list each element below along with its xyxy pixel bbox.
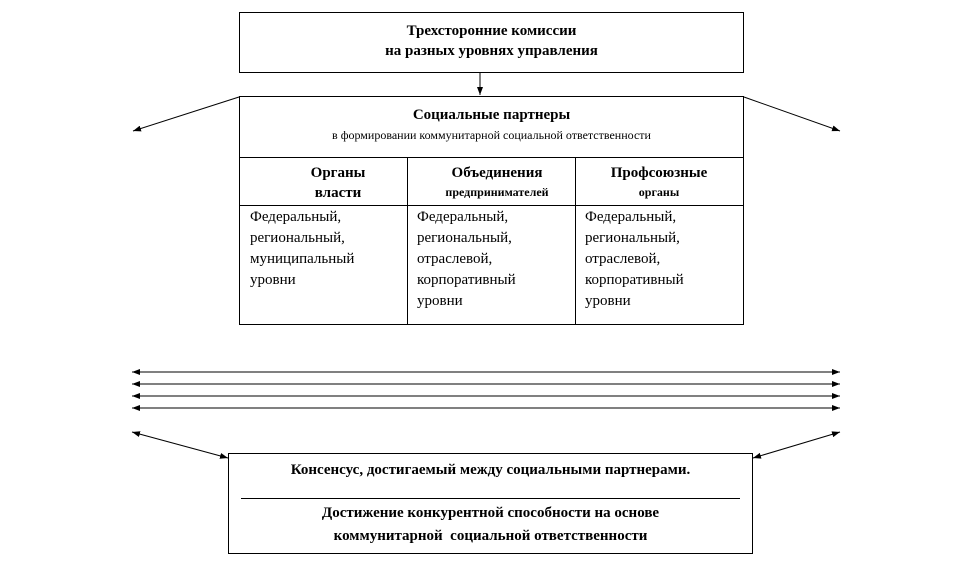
level-item: отраслевой, [585,251,661,267]
level-item: Федеральный, [250,209,342,225]
top-box-line1: Трехсторонние комиссии [406,23,577,39]
achievement-line2: коммунитарной социальной ответственности [333,528,648,544]
level-item: региональный, [417,230,512,246]
column-head-line2: органы [638,185,680,199]
level-item: корпоративный [585,272,684,288]
level-item: уровни [417,293,463,309]
arrow-partners-right [744,97,840,131]
column-body-authorities [240,207,407,291]
top-box-line2: на разных уровнях управления [385,43,598,59]
arrow-bottom-left [132,432,228,458]
column-head-line1: Органы [310,165,366,181]
arrow-partners-left [133,97,239,131]
social-partners-box [239,96,744,325]
arrow-bottom-right [753,432,840,458]
level-item: региональный, [250,230,345,246]
level-item: муниципальный [250,251,355,267]
level-item: региональный, [585,230,680,246]
consensus-text: Консенсус, достигаемый между социальными партнерами. [290,462,691,478]
column-body-entrepreneurs [407,207,575,312]
partners-columns-divider [240,205,743,206]
level-item: Федеральный, [585,209,677,225]
level-item: отраслевой, [417,251,493,267]
level-item: Федеральный, [417,209,509,225]
tripartite-commissions-box [239,12,744,73]
column-body-trade-unions [575,207,743,312]
level-item: уровни [250,272,296,288]
column-head-line2: предпринимателей [445,185,549,199]
consensus-box [228,453,753,554]
achievement-text [229,502,752,548]
consensus-divider [241,498,740,499]
column-head-trade-unions [575,157,743,205]
column-head-line2: власти [314,185,362,201]
column-head-line1: Объединения [451,165,543,181]
column-head-entrepreneurs [407,157,587,205]
social-partners-header [240,97,743,157]
level-item: уровни [585,293,631,309]
social-partners-subtitle: в формировании коммунитарной социальной ответственности [332,128,651,142]
level-item: корпоративный [417,272,516,288]
achievement-line1: Достижение конкурентной способности на основе [321,505,660,521]
social-partners-title: Социальные партнеры [412,107,571,123]
column-head-line1: Профсоюзные [610,165,708,181]
